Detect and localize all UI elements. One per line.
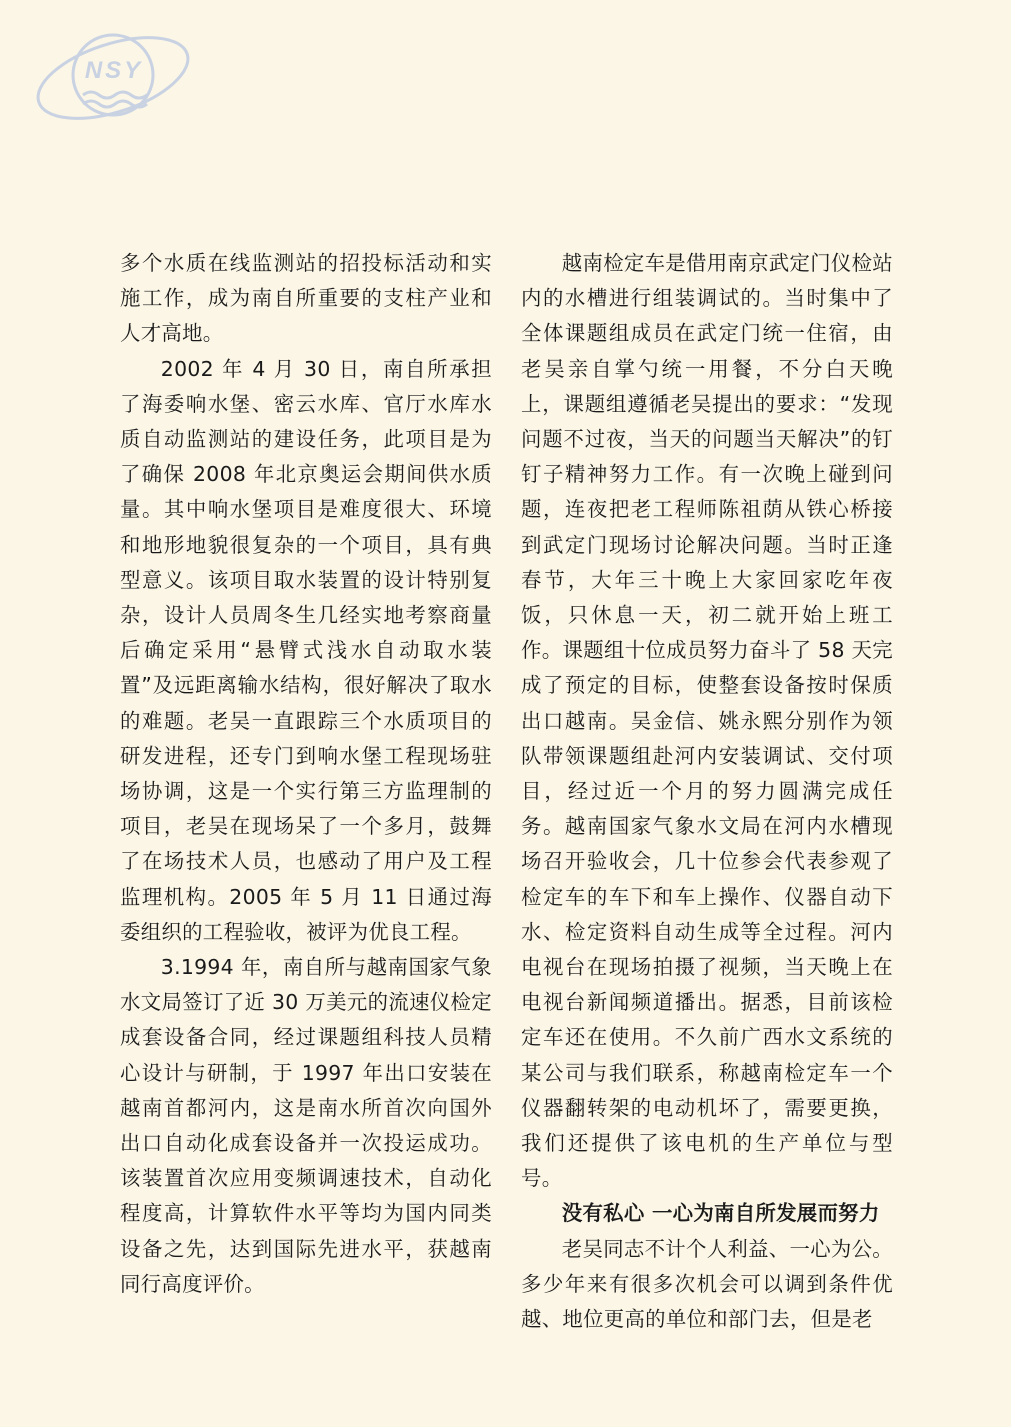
left-paragraph-1: 多个水质在线监测站的招投标活动和实施工作，成为南自所重要的支柱产业和人才高地。 <box>120 251 492 346</box>
right-column <box>521 246 893 1337</box>
logo-text: NSY <box>84 57 144 84</box>
section-heading: 没有私心 一心为南自所发展而努力 <box>561 1201 880 1226</box>
right-paragraph-1: 越南检定车是借用南京武定门仪检站内的水槽进行组装调试的。当时集中了全体课题组成员在武定门统一住宿，由老吴亲自掌勺统一用餐，不分白天晚上，课题组遵循老吴提出的要求：“发现问题不过夜，当天的问题当天解决”的钉钉子精神努力工作。有一次晚上碰到问题，连夜把老工程师陈祖荫从铁心桥接到武定门现场讨论解决问题。当时正逢春节，大年三十晚上大家回家吃年夜饭，只休息一天，初二就开始上班工作。课题组十位成员努力奋斗了 58 天完成了预定的目标，使整套设备按时保质出口越南。吴金信、姚永熙分别作为领队带领课题组赴河内安装调试、交付项目，经过近一个月的努力圆满完成任务。越南国家气象水文局在河内水槽现场召开验收会，几十位参会代表参观了检定车的车下和车上操作、仪器自动下水、检定资料自动生成等全过程。河内电视台在现场拍摄了视频，当天晚上在电视台新闻频道播出。据悉，目前该检定车还在使用。不久前广西水文系统的某公司与我们联系，称越南检定车一个仪器翻转架的电动机坏了，需要更换，我们还提供了该电机的生产单位与型号。 <box>521 251 893 1191</box>
left-paragraph-3: 3.1994 年，南自所与越南国家气象水文局签订了近 30 万美元的流速仪检定成套设备合同，经过课题组科技人员精心设计与研制，于 1997 年出口安装在越南首都河内，这是南水所首次向国外出口自动化成套设备并一次投运成功。该装置首次应用变频调速技术，自动化程度高，计算软件水平等均为国内同类设备之先，达到国际先进水平，获越南同行高度评价。 <box>120 955 492 1296</box>
right-paragraph-2: 老吴同志不计个人利益、一心为公。多少年来有很多次机会可以调到条件优越、地位更高的单位和部门去，但是老 <box>521 1236 893 1332</box>
left-paragraph-2: 2002 年 4 月 30 日，南自所承担了海委响水堡、密云水库、官厅水库水质自动监测站的建设任务，此项目是为了确保 2008 年北京奥运会期间供水质量。其中响水堡项目是难度很大、环境和地形地貌很复杂的一个项目，具有典型意义。该项目取水装置的设计特别复杂，设计人员周冬生几经实地考察商量后确定采用“悬臂式浅水自动取水装置”及远距离输水结构，很好解决了取水的难题。老吴一直跟踪三个水质项目的研发进程，还专门到响水堡工程现场驻场协调，这是一个实行第三方监理制的项目，老吴在现场呆了一个多月，鼓舞了在场技术人员，也感动了用户及工程监理机构。2005 年 5 月 11 日通过海委组织的工程验收，被评为优良工程。 <box>120 356 492 944</box>
nsy-logo <box>28 20 198 130</box>
left-column <box>120 246 492 1302</box>
